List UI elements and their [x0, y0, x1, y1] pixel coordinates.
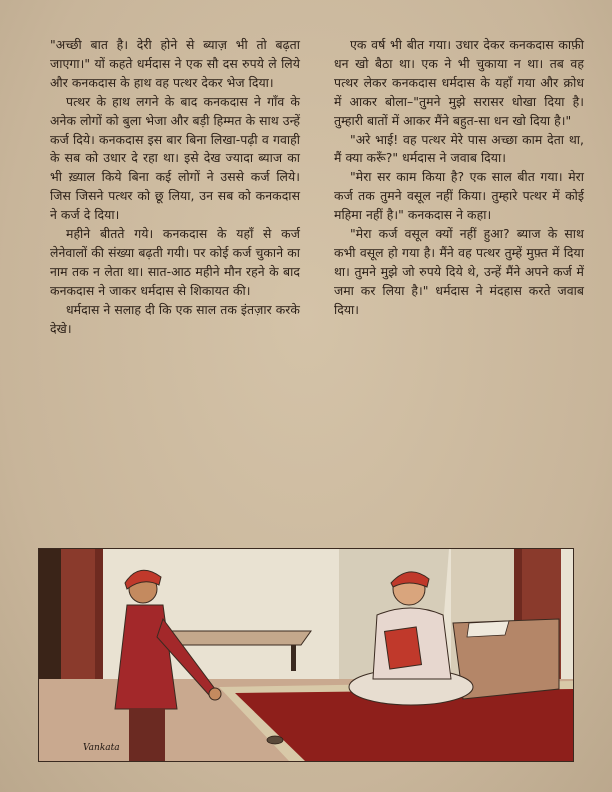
- right-paragraph-4: "मेरा कर्ज वसूल क्यों नहीं हुआ? ब्याज के साथ कभी वसूल हो गया है। मैंने वह पत्थर तुम्हें मुफ़्त में दिया था। तुमने मुझे जो रुपये दिये थे, उन्हें मैंने अपने कर्ज में जमा कर लिया है।" धर्मदास ने मंदहास करते जवाब दिया।: [334, 226, 584, 317]
- left-column: [50, 36, 300, 526]
- story-illustration: [38, 548, 574, 762]
- left-paragraph-2: पत्थर के हाथ लगने के बाद कनकदास ने गाँव के अनेक लोगों को बुला भेजा और बड़ी हिम्मत के साथ उन्हें कर्ज दिये। कनकदास इस बार बिना लिखा-पढ़ी व गवाही के सब को उधार दे रहा था। इसे देख ज्यादा ब्याज का भी ख़्याल किये बिना कई लोगों ने उससे कर्ज लिये। जिस जिसने पत्थर को छू लिया, उन सब को कनकदास ने कर्ज दे दिया।: [50, 93, 300, 223]
- left-paragraph-1: "अच्छी बात है। देरी होने से ब्याज़ भी तो बढ़ता जाएगा।" यों कहते धर्मदास ने एक सौ दस रुपये ले लिये और कनकदास के हाथ वह पत्थर देकर भेज दिया।: [50, 37, 300, 90]
- book: [467, 621, 509, 637]
- illustration-scene: [39, 549, 573, 761]
- left-paragraph-3: महीने बीतते गये। कनकदास के यहाँ से कर्ज लेनेवालों की संख्या बढ़ती गयी। पर कोई कर्ज चुकाने का नाम तक न लेता था। सात-आठ महीने मौन रहने के बाद कनकदास ने जाकर धर्मदास से शिकायत की।: [50, 226, 300, 298]
- right-column: [334, 36, 584, 526]
- artist-signature: Vankata: [83, 743, 120, 753]
- right-paragraph-3: "मेरा सर काम किया है? एक साल बीत गया। मेरा कर्ज तक तुमने वसूल नहीं किया। तुम्हारे पत्थर में कोई महिमा नहीं है।" कनकदास ने कहा।: [334, 169, 584, 223]
- standing-man-legs: [129, 709, 165, 761]
- left-paragraph-4: धर्मदास ने सलाह दी कि एक साल तक इंतज़ार करके देखे।: [50, 301, 300, 336]
- standing-man-hand: [209, 688, 221, 700]
- right-paragraph-1: एक वर्ष भी बीत गया। उधार देकर कनकदास काफ़ी धन खो बैठा था। एक ने भी चुकाया न था। तब वह पत्थर लेकर कनकदास धर्मदास के यहाँ गया और क्रोध में आकर बोला–"तुमने मुझे सरासर धोखा दिया है। तुम्हारी बातों में आकर मैंने बहुत-सा धन खो दिया है।": [334, 37, 584, 128]
- right-paragraph-2: "अरे भाई! वह पत्थर मेरे पास अच्छा काम देता था, मैं क्या करूँ?" धर्मदास ने जवाब दिया।: [334, 131, 584, 166]
- text-columns: [50, 36, 584, 526]
- stone: [267, 736, 283, 744]
- low-table-leg-2: [291, 645, 296, 671]
- red-ledger: [385, 627, 422, 669]
